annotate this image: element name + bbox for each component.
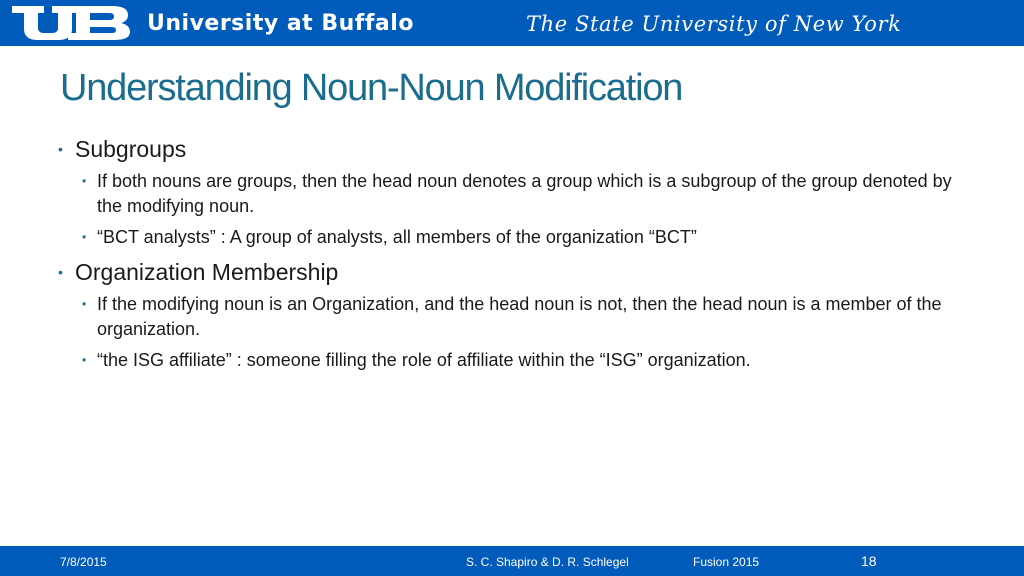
- bullet-dot-icon: •: [82, 230, 87, 244]
- sub-bullet-text: If the modifying noun is an Organization, and the head noun is not, then the head noun is a member of the organization.: [97, 294, 942, 339]
- state-university-name: The State University of New York: [526, 12, 902, 36]
- bullet-dot-icon: •: [58, 264, 63, 280]
- sub-bullet-bct-example: [82, 225, 962, 250]
- sub-bullet-subgroup-definition: [82, 169, 962, 219]
- bullet-dot-icon: •: [82, 174, 87, 188]
- sub-bullet-text: “the ISG affiliate” : someone filling the role of affiliate within the “ISG” organization.: [97, 350, 751, 370]
- bullet-text: Subgroups: [75, 136, 187, 162]
- sub-bullet-isg-example: [82, 348, 962, 373]
- header-bar: [0, 0, 1024, 46]
- ub-logo: [8, 4, 132, 42]
- bullet-dot-icon: •: [58, 141, 63, 157]
- page-number: 18: [861, 553, 877, 569]
- footer-authors: S. C. Shapiro & D. R. Schlegel: [466, 555, 629, 569]
- university-name: University at Buffalo: [147, 11, 414, 36]
- sub-bullet-text: If both nouns are groups, then the head noun denotes a group which is a subgroup of the group denoted by the modifying noun.: [97, 171, 952, 216]
- footer-event: Fusion 2015: [693, 555, 760, 569]
- bullet-dot-icon: •: [82, 297, 87, 311]
- bullet-text: Organization Membership: [75, 259, 339, 285]
- footer-bar: [0, 546, 1024, 576]
- footer-date: 7/8/2015: [60, 555, 107, 569]
- sub-bullet-text: “BCT analysts” : A group of analysts, all members of the organization “BCT”: [97, 227, 697, 247]
- bullet-dot-icon: •: [82, 353, 87, 367]
- slide-title: Understanding Noun-Noun Modification: [60, 67, 683, 109]
- sub-bullet-membership-definition: [82, 292, 962, 342]
